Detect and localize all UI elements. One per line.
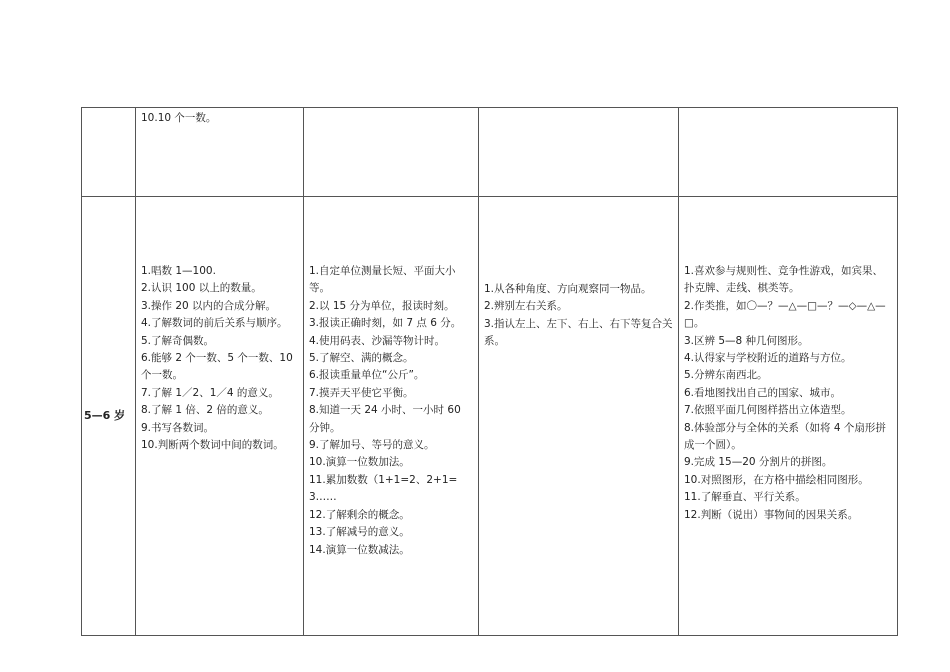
list-item: 4.使用码表、沙漏等物计时。	[309, 334, 446, 347]
list-item: 6.报读重量单位“公斤”。	[309, 369, 425, 382]
list-item: 11.累加数数（1+1=2、2+1=3……	[309, 473, 458, 504]
list-item: 4.了解数词的前后关系与顺序。	[141, 317, 288, 330]
item-list	[684, 263, 892, 524]
list-item: 3.报读正确时刻，如 7 点 6 分。	[309, 317, 462, 330]
list-item: 5.了解空、满的概念。	[309, 352, 414, 365]
cell-geometry-logic	[679, 108, 898, 197]
list-item: 9.了解加号、等号的意义。	[309, 439, 435, 452]
item-list	[309, 263, 473, 559]
list-item: 14.演算一位数减法。	[309, 543, 410, 556]
list-item: 10.演算一位数加法。	[309, 456, 410, 469]
list-item: 13.了解减号的意义。	[309, 526, 410, 539]
list-item: 5.分辨东南西北。	[684, 369, 768, 382]
list-item: 8.了解 1 倍、2 倍的意义。	[141, 404, 269, 417]
list-item: 8.知道一天 24 小时、一小时 60 分钟。	[309, 404, 461, 434]
item-list	[484, 281, 673, 351]
list-item: 3.指认左上、左下、右上、右下等复合关系。	[484, 317, 673, 348]
list-item: 7.依照平面几何图样搭出立体造型。	[684, 404, 852, 417]
cell-spatial	[479, 108, 679, 197]
table-row	[82, 108, 898, 197]
list-item: 6.看地图找出自己的国家、城市。	[684, 386, 842, 399]
list-item: 12.判断（说出）事物间的因果关系。	[684, 508, 859, 521]
cell-geometry-logic	[679, 197, 898, 636]
curriculum-table	[81, 107, 898, 636]
list-item: 11.了解垂直、平行关系。	[684, 491, 806, 504]
list-item: 9.书写各数词。	[141, 421, 215, 434]
item-list	[141, 110, 298, 127]
cell-spatial	[479, 197, 679, 636]
list-item: 1.喜欢参与规则性、竞争性游戏，如宾果、扑克牌、走线、棋类等。	[684, 265, 884, 295]
list-item: 4.认得家与学校附近的道路与方位。	[684, 352, 852, 365]
list-item: 10.对照图形，在方格中描绘相同图形。	[684, 473, 869, 486]
list-item: 3.区辨 5—8 种几何图形。	[684, 334, 809, 347]
list-item: 2.作类推，如〇—？—△—□—？—◇—△—□。	[684, 299, 886, 330]
list-item: 2.认识 100 以上的数量。	[141, 282, 262, 295]
list-item: 6.能够 2 个一数、5 个一数、10 个一数。	[141, 352, 293, 382]
list-item: 3.操作 20 以内的合成分解。	[141, 299, 277, 312]
age-cell	[82, 108, 136, 197]
list-item: 5.了解奇偶数。	[141, 334, 215, 347]
list-item: 7.了解 1／2、1／4 的意义。	[141, 386, 279, 399]
list-item: 8.体验部分与全体的关系（如将 4 个扇形拼成一个圆）。	[684, 421, 886, 452]
cell-number-concepts	[136, 197, 304, 636]
item-list	[141, 263, 298, 454]
list-item: 7.摸弄天平使它平衡。	[309, 386, 414, 399]
list-item: 9.完成 15—20 分割片的拼图。	[684, 456, 833, 469]
cell-number-concepts	[136, 108, 304, 197]
list-item: 1.自定单位测量长短、平面大小等。	[309, 265, 456, 295]
list-item: 1.从各种角度、方向观察同一物品。	[484, 283, 652, 295]
list-item: 1.唱数 1—100.	[141, 265, 216, 277]
list-item: 2.以 15 分为单位，报读时刻。	[309, 299, 455, 312]
cell-measurement	[304, 197, 479, 636]
table-row	[82, 197, 898, 636]
list-item: 10.判断两个数词中间的数词。	[141, 439, 284, 452]
list-item: 2.辨别左右关系。	[484, 300, 568, 313]
cell-measurement	[304, 108, 479, 197]
list-item: 10.10 个一数。	[141, 112, 217, 124]
list-item: 12.了解剩余的概念。	[309, 508, 410, 521]
age-cell: 5—6 岁	[82, 197, 136, 636]
